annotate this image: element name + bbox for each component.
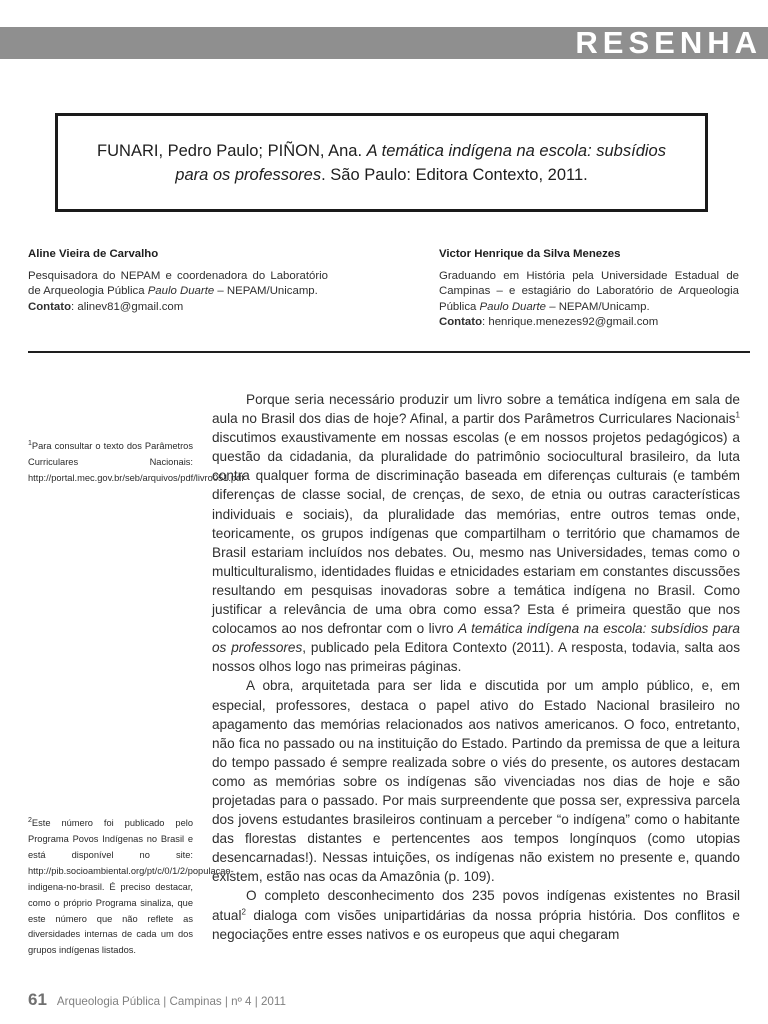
author-name: Victor Henrique da Silva Menezes: [439, 248, 621, 260]
footnote-number: 2: [28, 817, 32, 824]
review-body: [212, 390, 740, 944]
footnote-2: [28, 813, 234, 959]
author-block-left: [28, 247, 328, 315]
journal-info: Arqueologia Pública | Campinas | nº 4 | 2011: [56, 995, 286, 1008]
author-affiliation: Pesquisadora do NEPAM e coordenadora do Laboratório de Arqueologia Pública Paulo Duarte – NEPAM/Unicamp.: [28, 269, 328, 298]
reference-authors: FUNARI, Pedro Paulo; PIÑON, Ana.: [97, 141, 367, 160]
author-name: Aline Vieira de Carvalho: [28, 248, 159, 260]
page-footer: [28, 990, 286, 1010]
contact-label: Contato: [439, 316, 483, 329]
footnote-text: Para consultar o texto dos Parâmetros Curriculares Nacionais: http://portal.mec.gov.br/seb/arquivos/pdf/livro051.pdf: [28, 441, 244, 483]
footnote-ref: 1: [735, 410, 740, 420]
author-block-right: [439, 247, 739, 331]
header-divider: [28, 351, 750, 353]
section-title: RESENHA: [575, 25, 762, 60]
contact-email: : alinev81@gmail.com: [71, 300, 184, 313]
footnote-text: Este número foi publicado pelo Programa Povos Indígenas no Brasil e está disponível no site: http://pib.socioambiental.org/pt/c/0/1/2/populacao-indigena-no-brasil. É preciso destacar, como o próprio Programa sinaliza, que este número que não reflete as diversidades internas de cada um dos grupos indígenas listados.: [28, 818, 234, 956]
author-contact: [439, 315, 739, 331]
book-reference-box: [55, 113, 708, 212]
book-reference: [82, 139, 681, 187]
author-affiliation: Graduando em História pela Universidade Estadual de Campinas – e estagiário do Laboratório de Arqueologia Pública Paulo Duarte – NEPAM/Unicamp.: [439, 269, 739, 313]
paragraph: Porque seria necessário produzir um livro sobre a temática indígena em sala de aula no Brasil dos dias de hoje? Afinal, a partir dos Parâmetros Curriculares Nacionais$^1$ discutimos exaustivamente em nossas escolas (e em nossos projetos pedagógicos) a questão da cidadania, da pluralidade do patrimônio sociocultural brasileiro, da luta contra qualquer forma de discriminação baseada em diferenças culturais (e também diferenças de classe social, de crenças, de sexo, de etnia ou outras características individuais e sociais), da pluralidade das memórias, entre outros temas onde, teoricamente, os grupos indígenas que compartilham o território que chamamos de Brasil estariam incluídos nos debates. Ou, mesmo nas Universidades, temas como o multiculturalismo, identidades fluidas e etnicidades estariam em constantes discussões resultando em pesquisas inovadoras sobre a temática indígena no Brasil. Como justificar a relevância de uma obra como essa? Esta é primeira questão que nos colocamos ao nos defrontar com o livro A temática indígena na escola: subsídios para os professores, publicado pela Editora Contexto (2011). A resposta, todavia, salta aos nossos olhos logo nas primeiras páginas.: [212, 392, 740, 675]
reference-publication: . São Paulo: Editora Contexto, 2011.: [321, 165, 588, 184]
contact-email: : henrique.menezes92@gmail.com: [482, 316, 659, 329]
page-number: 61: [28, 990, 47, 1009]
contact-label: Contato: [28, 300, 72, 313]
section-banner: [0, 27, 768, 59]
paragraph: A obra, arquitetada para ser lida e discutida por um amplo público, e, em especial, professores, destaca o papel ativo do Estado Nacional brasileiro no apagamento das memórias relacionados aos nativos americanos. O foco, entretanto, não fica no passado ou na instituição do Estado. Partindo da premissa de que a leitura do tempo passado é sempre realizada sobre o viés do presente, os autores destacam como as memórias sobre os indígenas são vivenciadas nos dias de hoje e são projetadas para o passado. Por mais surpreendente que possa ser, expressiva parcela dos jovens estudantes brasileiros continuam a perceber “o indígena” como o habitante das florestas distantes e pertencentes aos tempos longínquos (como utopias desencarnadas!). Nessas intuições, os indígenas não existem no presente e, quando existem, estão nas ocas da Amazônia (p. 109).: [212, 678, 740, 885]
author-contact: [28, 300, 328, 316]
footnote-number: 1: [28, 440, 32, 447]
footnote-ref: 2: [241, 907, 246, 916]
footnote-1: [28, 436, 244, 487]
reference-title: A temática indígena na escola: subsídios para os professores: [175, 141, 666, 184]
paragraph: O completo desconhecimento dos 235 povos indígenas existentes no Brasil atual$^2$ dialoga com visões unipartidárias da nossa própria história. Dos conflitos e negociações entre esses nativos e os europeus que aqui chegaram: [212, 888, 740, 942]
book-title-inline: A temática indígena na escola: subsídios para os professores: [212, 621, 740, 656]
